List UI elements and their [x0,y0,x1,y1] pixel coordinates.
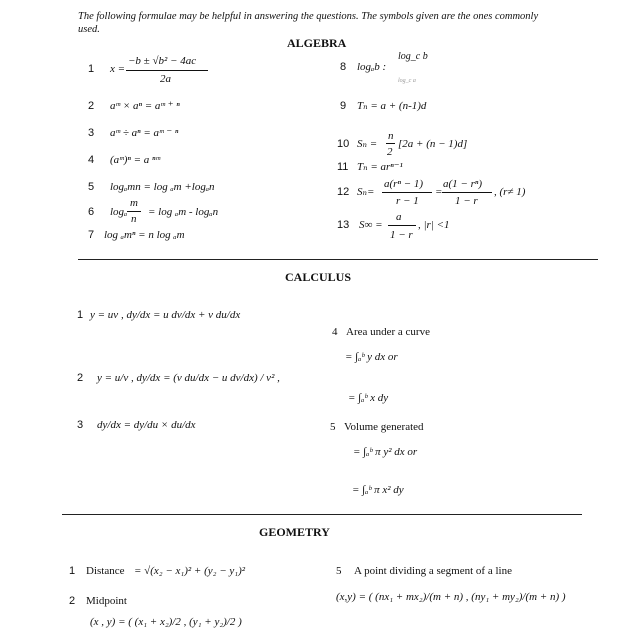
calc-f2: y = u/v , dy/dx = (v du/dx − u dv/dx) / v² , [97,372,280,384]
intro-text: The following formulae may be helpful in answering the questions. The symbols given are the ones commonly used. [78,11,539,35]
calc-num-1: 1 [77,309,84,321]
calc-num-2: 2 [77,372,84,384]
alg-f8-num: log_c b [398,51,428,62]
alg-f1-lhs: x = [110,63,126,75]
calculus-heading: CALCULUS [285,270,352,284]
alg-f13-num: a [396,211,402,223]
alg-f12-num1: a(rⁿ − 1) [384,178,423,190]
alg-f1-num: −b ± √b² − 4ac [128,55,197,67]
alg-f12-bar2 [442,192,492,193]
calc-f1: y = uv , dy/dx = u dv/dx + v du/dx [90,309,241,321]
algebra-heading: ALGEBRA [287,36,347,50]
alg-f3: aᵐ ÷ aⁿ = aᵐ ⁻ ⁿ [110,127,179,139]
calc-num-5: 5 [330,421,336,433]
alg-num-13: 13 [337,219,350,231]
alg-f10-num: n [388,130,394,142]
alg-num-7: 7 [88,229,95,241]
alg-f13-bar [388,225,416,226]
alg-f8-den: log_c a [398,78,416,84]
geometry-heading: GEOMETRY [259,525,330,539]
alg-f13-lhs: S∞ = [359,219,383,231]
alg-f10-den: 2 [387,146,393,158]
calc-vol-title: Volume generated [344,421,424,433]
alg-num-1: 1 [88,63,95,75]
calc-num-4: 4 [332,326,338,338]
calc-vol-1: = ∫ₐᵇ π y² dx or [353,446,418,458]
alg-f2: aᵐ × aⁿ = aᵐ ⁺ ⁿ [110,100,180,112]
geo-divide: (x,y) = ( (nx₁ + mx₂)/(m + n) , (ny₁ + my₂)/(m + n) ) [336,591,566,603]
calc-area-1: = ∫ₐᵇ y dx or [345,351,398,363]
geo-num-1: 1 [69,565,76,577]
alg-f12-lhs: Sₙ= [357,186,375,198]
calc-f3: dy/dx = dy/du × du/dx [97,419,196,431]
alg-f12-bar1 [382,192,432,193]
alg-num-8: 8 [340,61,347,73]
alg-f10-lhs: Sₙ = [357,138,378,150]
alg-num-9: 9 [340,100,347,112]
calc-area-2: = ∫ₐᵇ x dy [348,392,389,404]
alg-num-6: 6 [88,206,95,218]
geo-distance: = √(x₂ − x₁)² + (y₂ − y₁)² [134,565,246,577]
alg-f9: Tₙ = a + (n-1)d [357,100,427,112]
alg-f10-bar [386,143,395,144]
alg-num-2: 2 [88,100,95,112]
algebra-divider [78,259,598,260]
alg-num-5: 5 [88,181,95,193]
alg-f12-num2: a(1 − rⁿ) [443,178,482,190]
geo-distance-label: Distance [86,565,125,577]
geo-divide-title: A point dividing a segment of a line [354,565,512,577]
alg-f11: Tₙ = arⁿ⁻¹ [357,161,403,173]
calc-area-title: Area under a curve [346,326,430,338]
alg-f12-den2: 1 − r [455,195,478,207]
alg-f6-num: m [130,197,138,209]
alg-f6-rhs: = log ₐm - logₐn [148,206,219,218]
calc-vol-2: = ∫ₐᵇ π x² dy [352,484,404,496]
alg-f7: log ₐmⁿ = n log ₐm [104,229,185,241]
alg-f12-cond: , (r≠ 1) [494,186,526,198]
calculus-divider [62,514,582,515]
alg-f13-den: 1 − r [390,229,413,241]
geo-midpoint: (x , y) = ( (x₁ + x₂)/2 , (y₁ + y₂)/2 ) [90,616,242,628]
alg-f1-bar [126,70,208,71]
calc-num-3: 3 [77,419,84,431]
alg-f13-cond: , |r| <1 [418,219,450,231]
geo-midpoint-label: Midpoint [86,595,127,607]
alg-f8-lhs: logₐb : [357,61,387,73]
alg-num-4: 4 [88,154,95,166]
alg-num-11: 11 [337,161,349,173]
alg-f4: (aᵐ)ⁿ = a ⁿᵐ [110,154,161,166]
alg-f12-eq: = [435,186,443,198]
alg-f5: logₐmn = log ₐm +logₐn [110,181,215,193]
alg-f6-den: n [131,213,137,225]
alg-num-3: 3 [88,127,95,139]
geo-num-5: 5 [336,565,342,577]
alg-f6-bar [127,211,141,212]
alg-f12-den1: r − 1 [396,195,419,207]
alg-f10-rhs: [2a + (n − 1)d] [398,138,468,150]
alg-num-12: 12 [337,186,350,198]
alg-num-10: 10 [337,138,350,150]
alg-f1-den: 2a [160,73,171,85]
alg-f6-lhs: logₐ [110,206,128,218]
geo-num-2: 2 [69,595,76,607]
